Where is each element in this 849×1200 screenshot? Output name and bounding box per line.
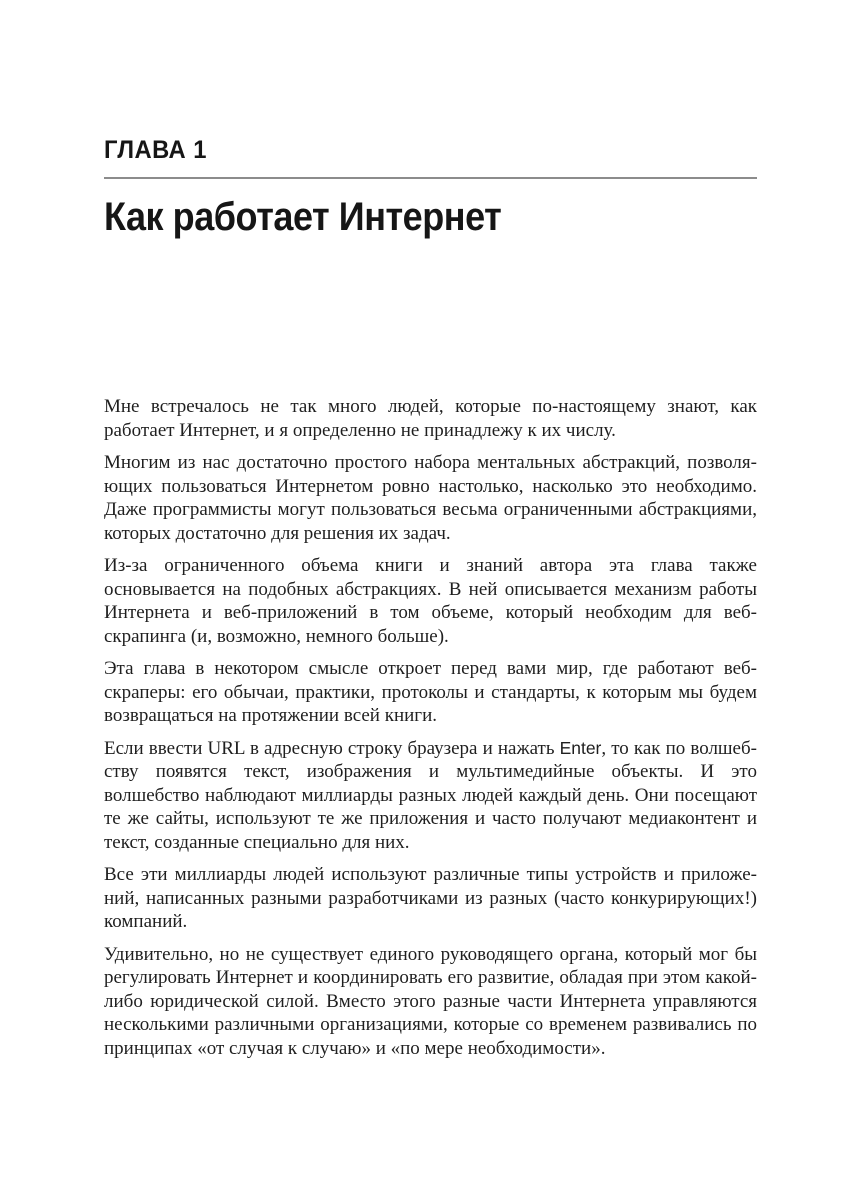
- paragraph-text: Эта глава в некотором смысле откроет перед вами мир, где работают веб-скраперы: его обычаи, практики, протоколы и стандарты, к которым мы будем возвращаться на протяжении всей книги.: [104, 658, 757, 726]
- paragraph: [104, 451, 757, 545]
- paragraph-text: Из-за ограниченного объема книги и знаний автора эта глава также основывается на подобных абстракциях. В ней описывается механизм работы Интернета и веб-приложений в том объеме, который необходим для веб-скрапинга (и, возможно, немного больше).: [104, 555, 757, 647]
- paragraph: [104, 657, 757, 728]
- paragraph: [104, 737, 757, 855]
- chapter-rule: [104, 177, 757, 179]
- paragraph-text: Многим из нас достаточно простого набора ментальных абстракций, позволяющих пользоваться Интернетом ровно настолько, насколько это необходимо. Даже программисты могут пользоваться весьма ограниченными абстракциями, которых достаточно для решения их задач.: [104, 452, 757, 544]
- paragraph-text: Мне встречалось не так много людей, которые по-настоящему знают, как работает Интернет, и я определенно не принадлежу к их числу.: [104, 396, 757, 441]
- paragraph: [104, 395, 757, 442]
- chapter-label: ГЛАВА 1: [104, 136, 207, 164]
- paragraph: [104, 554, 757, 648]
- paragraph: [104, 863, 757, 934]
- paragraph-text: Если ввести URL в адресную строку браузера и нажать: [104, 737, 560, 759]
- paragraph-text: , то как по волшебству появятся текст, изображения и мультимедийные объекты. И это волшебство наблюдают миллиарды разных людей каждый день. Они посещают те же сайты, используют те же приложения и часто получают медиаконтент и текст, созданные специально для них.: [104, 737, 757, 853]
- body-text: [104, 395, 757, 1060]
- paragraph-text: Все эти миллиарды людей используют различные типы устройств и приложений, написанных разными разработчиками из разных (часто конкурирующих!) компаний.: [104, 864, 757, 932]
- chapter-title: Как работает Интернет: [104, 195, 502, 239]
- keyboard-key-text: Enter: [559, 737, 602, 758]
- paragraph-text: Удивительно, но не существует единого руководящего органа, который мог бы регулировать Интернет и координировать его развитие, обладая при этом какой-либо юридической силой. Вместо этого разные части Интернета управляются несколькими различными организациями, которые со временем развивались по принципах «от случая к случаю» и «по мере необходимости».: [104, 943, 757, 1059]
- paragraph: [104, 943, 757, 1061]
